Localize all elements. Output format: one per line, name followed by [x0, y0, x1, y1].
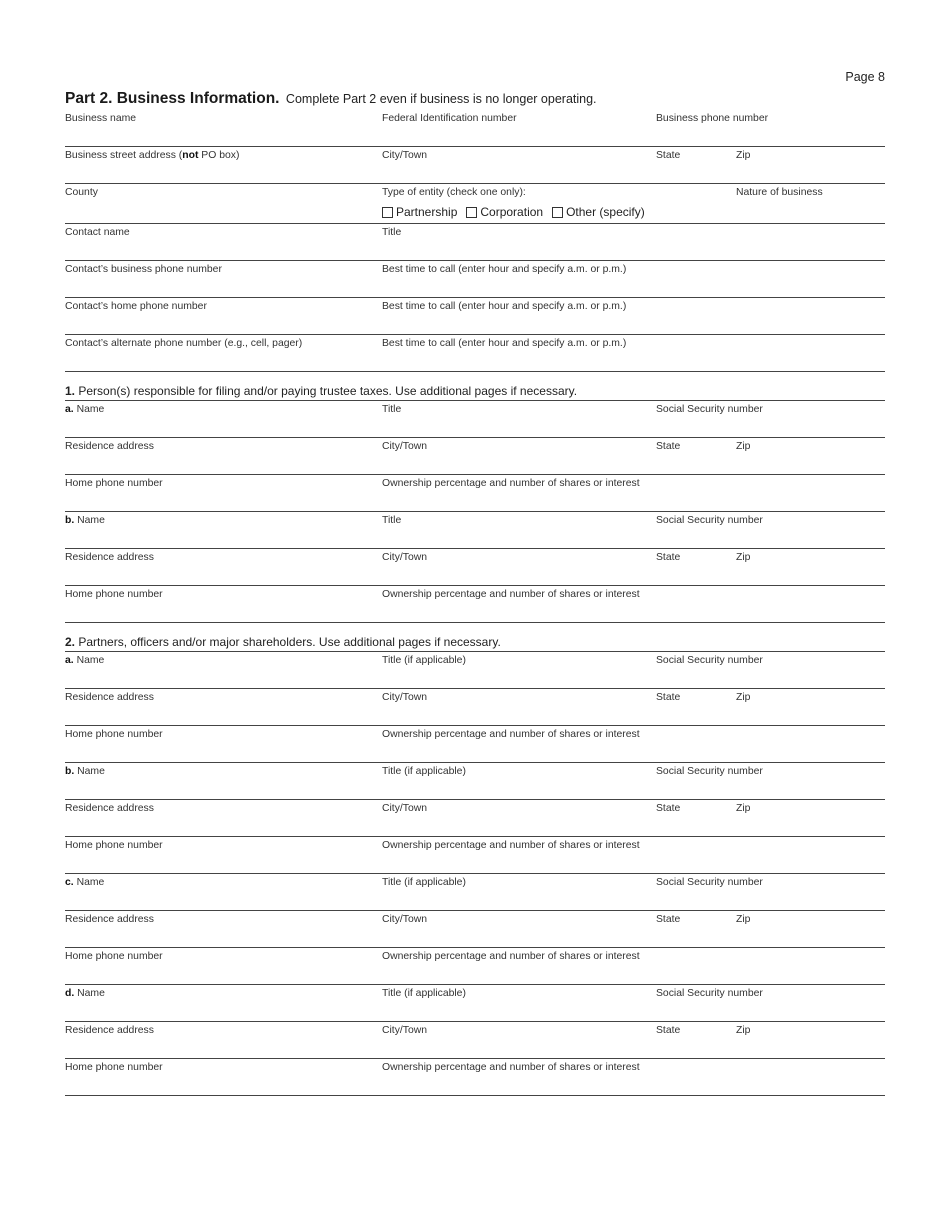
person-phone-row: [65, 837, 885, 874]
person-residence-field[interactable]: Residence address: [65, 803, 154, 814]
person-letter: a.: [65, 655, 74, 666]
person-title-field[interactable]: Title (if applicable): [382, 877, 466, 888]
business-address-row: [65, 147, 885, 184]
person-name-row: [65, 401, 885, 438]
person-letter: a.: [65, 404, 74, 415]
person-title-field[interactable]: Title (if applicable): [382, 655, 466, 666]
person-name-field[interactable]: [65, 404, 104, 415]
person-city-field[interactable]: City/Town: [382, 914, 428, 925]
business-zip-field[interactable]: Zip: [736, 150, 751, 161]
business-name-field[interactable]: Business name: [65, 113, 137, 124]
person-home-phone-field[interactable]: Home phone number: [65, 840, 163, 851]
person-phone-row: [65, 586, 885, 623]
person-ssn-field[interactable]: Social Security number: [656, 988, 763, 999]
person-name-row: [65, 512, 885, 549]
person-ownership-field[interactable]: Ownership percentage and number of shares or interest: [382, 840, 640, 851]
best-time-alt-field[interactable]: Best time to call (enter hour and specify a.m. or p.m.): [382, 338, 627, 349]
person-name-field[interactable]: [65, 515, 105, 526]
person-title-field[interactable]: Title: [382, 404, 402, 415]
person-letter: b.: [65, 766, 75, 777]
county-entity-row: [65, 184, 885, 224]
person-residence-field[interactable]: Residence address: [65, 692, 154, 703]
person-address-row: [65, 911, 885, 948]
person-residence-field[interactable]: Residence address: [65, 441, 154, 452]
partnership-checkbox[interactable]: [382, 207, 393, 218]
person-state-field[interactable]: State: [656, 1025, 681, 1036]
person-home-phone-field[interactable]: Home phone number: [65, 589, 163, 600]
person-name-row: [65, 985, 885, 1022]
entity-option-other[interactable]: [552, 205, 645, 219]
business-information-form: [65, 110, 885, 1096]
person-name-label: Name: [77, 988, 105, 999]
entity-type-label: Type of entity (check one only):: [382, 187, 526, 198]
person-phone-row: [65, 1059, 885, 1096]
person-city-field[interactable]: City/Town: [382, 441, 428, 452]
person-state-field[interactable]: State: [656, 914, 681, 925]
person-city-field[interactable]: City/Town: [382, 552, 428, 563]
person-zip-field[interactable]: Zip: [736, 692, 751, 703]
person-title-field[interactable]: Title: [382, 515, 402, 526]
person-ssn-field[interactable]: Social Security number: [656, 404, 763, 415]
person-ownership-field[interactable]: Ownership percentage and number of shares or interest: [382, 589, 640, 600]
person-address-row: [65, 549, 885, 586]
person-state-field[interactable]: State: [656, 692, 681, 703]
section-2-persons: [65, 652, 885, 1096]
person-name-row: [65, 652, 885, 689]
street-label-bold: not: [182, 150, 199, 161]
person-state-field[interactable]: State: [656, 803, 681, 814]
street-label-prefix: Business street address (: [65, 150, 183, 161]
section-1-number: 1.: [65, 384, 76, 398]
person-state-field[interactable]: State: [656, 552, 681, 563]
street-label-suffix: PO box): [198, 150, 240, 161]
other-label: Other (specify): [566, 205, 645, 219]
person-ownership-field[interactable]: Ownership percentage and number of shares or interest: [382, 729, 640, 740]
person-name-label: Name: [76, 404, 105, 415]
person-name-label: Name: [76, 655, 105, 666]
person-ownership-field[interactable]: Ownership percentage and number of shares or interest: [382, 951, 640, 962]
business-city-field[interactable]: City/Town: [382, 150, 428, 161]
person-ssn-field[interactable]: Social Security number: [656, 655, 763, 666]
person-name-field[interactable]: [65, 766, 105, 777]
business-phone-field[interactable]: Business phone number: [656, 113, 769, 124]
person-name-label: Name: [77, 515, 105, 526]
person-phone-row: [65, 475, 885, 512]
best-time-business-field[interactable]: Best time to call (enter hour and specify a.m. or p.m.): [382, 264, 627, 275]
contact-home-phone-row: [65, 298, 885, 335]
section-2-number: 2.: [65, 635, 76, 649]
person-title-field[interactable]: Title (if applicable): [382, 988, 466, 999]
person-ownership-field[interactable]: Ownership percentage and number of shares or interest: [382, 478, 640, 489]
person-residence-field[interactable]: Residence address: [65, 552, 154, 563]
section-2-text: [65, 635, 501, 649]
part-title: Part 2. Business Information.: [65, 90, 280, 107]
person-address-row: [65, 800, 885, 837]
person-name-field[interactable]: [65, 988, 105, 999]
person-title-field[interactable]: Title (if applicable): [382, 766, 466, 777]
person-ssn-field[interactable]: Social Security number: [656, 515, 763, 526]
person-phone-row: [65, 726, 885, 763]
person-name-field[interactable]: [65, 655, 104, 666]
person-city-field[interactable]: City/Town: [382, 803, 428, 814]
contact-home-phone-field[interactable]: Contact’s home phone number: [65, 301, 207, 312]
person-home-phone-field[interactable]: Home phone number: [65, 951, 163, 962]
corporation-checkbox[interactable]: [466, 207, 477, 218]
part-header: [65, 90, 885, 108]
section-1-description: Person(s) responsible for filing and/or paying trustee taxes. Use additional pages if necessary.: [75, 384, 578, 398]
page-number: Page 8: [845, 70, 885, 84]
person-zip-field[interactable]: Zip: [736, 552, 751, 563]
person-residence-field[interactable]: Residence address: [65, 914, 154, 925]
person-home-phone-field[interactable]: Home phone number: [65, 729, 163, 740]
business-street-field[interactable]: [65, 150, 239, 161]
county-field[interactable]: County: [65, 187, 98, 198]
corporation-label: Corporation: [480, 205, 544, 219]
person-home-phone-field[interactable]: Home phone number: [65, 1062, 163, 1073]
person-residence-field[interactable]: Residence address: [65, 1025, 154, 1036]
business-state-field[interactable]: State: [656, 150, 681, 161]
section-1-heading: [65, 372, 885, 401]
contact-name-field[interactable]: Contact name: [65, 227, 130, 238]
person-ownership-field[interactable]: Ownership percentage and number of shares or interest: [382, 1062, 640, 1073]
person-home-phone-field[interactable]: Home phone number: [65, 478, 163, 489]
best-time-home-field[interactable]: Best time to call (enter hour and specify a.m. or p.m.): [382, 301, 627, 312]
contact-title-field[interactable]: Title: [382, 227, 402, 238]
other-checkbox[interactable]: [552, 207, 563, 218]
person-name-row: [65, 763, 885, 800]
person-name-field[interactable]: [65, 877, 104, 888]
contact-alt-phone-row: [65, 335, 885, 372]
person-city-field[interactable]: City/Town: [382, 1025, 428, 1036]
person-ssn-field[interactable]: Social Security number: [656, 766, 763, 777]
person-address-row: [65, 1022, 885, 1059]
person-name-label: Name: [76, 877, 105, 888]
business-name-row: [65, 110, 885, 147]
contact-alt-phone-field[interactable]: Contact’s alternate phone number (e.g., cell, pager): [65, 338, 303, 349]
person-letter: c.: [65, 877, 74, 888]
nature-of-business-field[interactable]: Nature of business: [736, 187, 823, 198]
entity-type-options: [382, 205, 654, 219]
section-1-persons: [65, 401, 885, 623]
contact-business-phone-row: [65, 261, 885, 298]
contact-name-row: [65, 224, 885, 261]
entity-option-partnership[interactable]: [382, 205, 457, 219]
section-1-text: [65, 384, 577, 398]
part-description: Complete Part 2 even if business is no longer operating.: [285, 92, 597, 106]
person-city-field[interactable]: City/Town: [382, 692, 428, 703]
person-zip-field[interactable]: Zip: [736, 441, 751, 452]
person-letter: d.: [65, 988, 75, 999]
person-address-row: [65, 689, 885, 726]
person-letter: b.: [65, 515, 75, 526]
entity-option-corporation[interactable]: [466, 205, 543, 219]
partnership-label: Partnership: [396, 205, 458, 219]
person-address-row: [65, 438, 885, 475]
person-zip-field[interactable]: Zip: [736, 1025, 751, 1036]
person-state-field[interactable]: State: [656, 441, 681, 452]
fein-field[interactable]: Federal Identification number: [382, 113, 517, 124]
section-2-description: Partners, officers and/or major shareholders. Use additional pages if necessary.: [75, 635, 501, 649]
person-name-row: [65, 874, 885, 911]
person-zip-field[interactable]: Zip: [736, 803, 751, 814]
section-2-heading: [65, 623, 885, 652]
person-phone-row: [65, 948, 885, 985]
person-name-label: Name: [77, 766, 105, 777]
contact-business-phone-field[interactable]: Contact’s business phone number: [65, 264, 222, 275]
person-ssn-field[interactable]: Social Security number: [656, 877, 763, 888]
person-zip-field[interactable]: Zip: [736, 914, 751, 925]
